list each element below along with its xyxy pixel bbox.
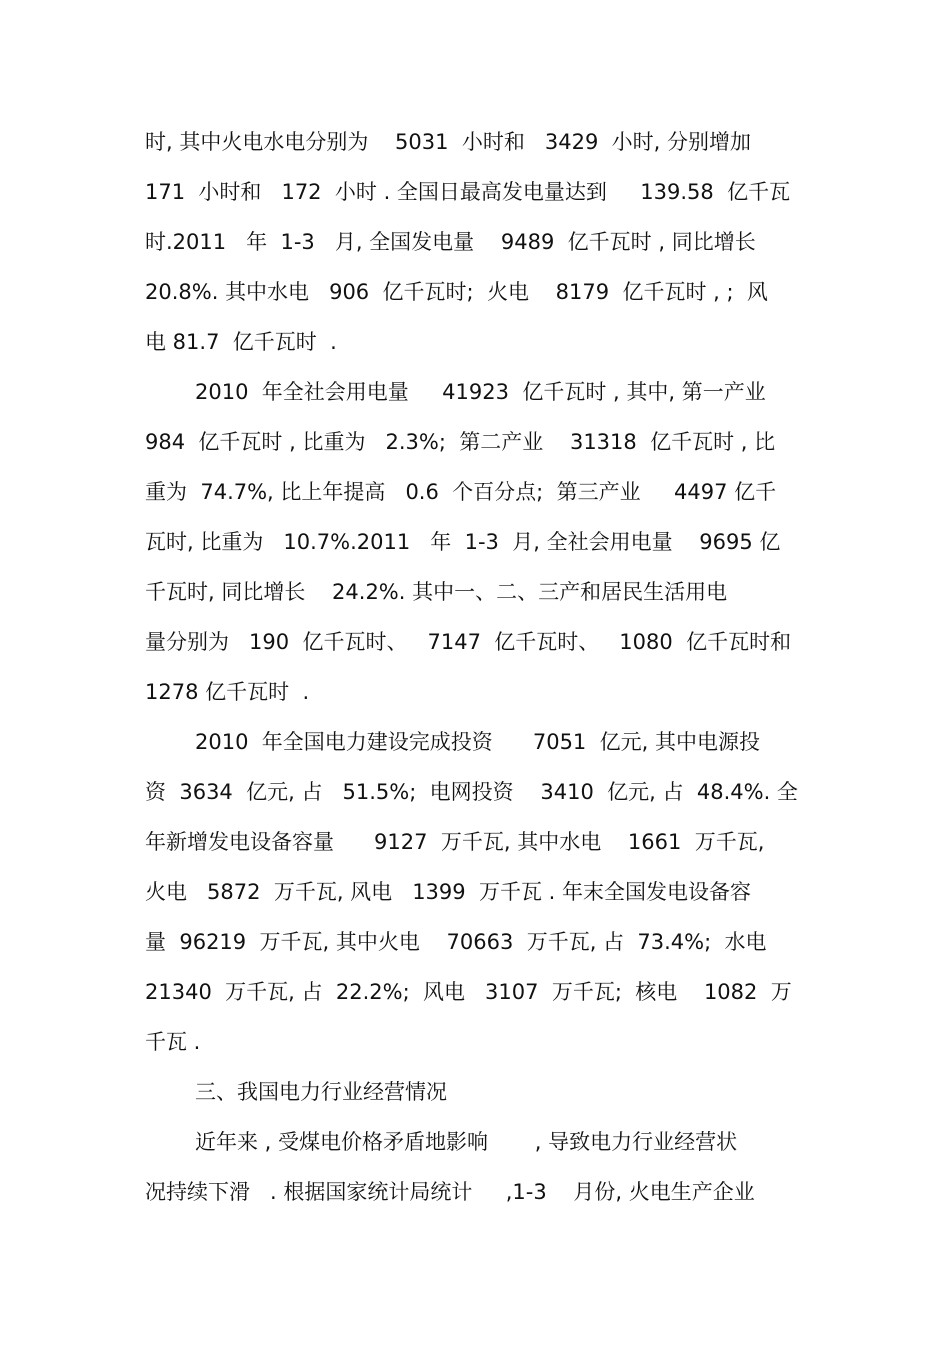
paragraph-start-line: 2010 年全国电力建设完成投资 7051 亿元, 其中电源投 bbox=[195, 730, 760, 754]
text-line: 171 小时和 172 小时 . 全国日最高发电量达到 139.58 亿千瓦 bbox=[145, 180, 791, 204]
text-line: 资 3634 亿元, 占 51.5%; 电网投资 3410 亿元, 占 48.4%. 全 bbox=[145, 780, 798, 804]
text-line: 重为 74.7%, 比上年提高 0.6 个百分点; 第三产业 4497 亿千 bbox=[145, 480, 777, 504]
paragraph-start-line: 2010 年全社会用电量 41923 亿千瓦时 , 其中, 第一产业 bbox=[195, 380, 766, 404]
text-line: 984 亿千瓦时 , 比重为 2.3%; 第二产业 31318 亿千瓦时 , 比 bbox=[145, 430, 776, 454]
text-line: 时.2011 年 1-3 月, 全国发电量 9489 亿千瓦时 , 同比增长 bbox=[145, 230, 756, 254]
text-line: 千瓦 . bbox=[145, 1030, 201, 1054]
text-line: 时, 其中火电水电分别为 5031 小时和 3429 小时, 分别增加 bbox=[145, 130, 752, 154]
text-line: 瓦时, 比重为 10.7%.2011 年 1-3 月, 全社会用电量 9695 亿 bbox=[145, 530, 781, 554]
text-line: 年新增发电设备容量 9127 万千瓦, 其中水电 1661 万千瓦, bbox=[145, 830, 765, 854]
paragraph-start-line: 近年来 , 受煤电价格矛盾地影响 , 导致电力行业经营状 bbox=[195, 1130, 738, 1154]
text-line: 量 96219 万千瓦, 其中火电 70663 万千瓦, 占 73.4%; 水电 bbox=[145, 930, 767, 954]
text-line: 20.8%. 其中水电 906 亿千瓦时; 火电 8179 亿千瓦时 , ; 风 bbox=[145, 280, 768, 304]
text-line: 21340 万千瓦, 占 22.2%; 风电 3107 万千瓦; 核电 1082 万 bbox=[145, 980, 792, 1004]
section-heading: 三、我国电力行业经营情况 bbox=[195, 1080, 447, 1104]
text-line: 火电 5872 万千瓦, 风电 1399 万千瓦 . 年末全国发电设备容 bbox=[145, 880, 752, 904]
text-line: 况持续下滑 . 根据国家统计局统计 ,1-3 月份, 火电生产企业 bbox=[145, 1180, 755, 1204]
text-line: 量分别为 190 亿千瓦时、 7147 亿千瓦时、 1080 亿千瓦时和 bbox=[145, 630, 792, 654]
text-line: 电 81.7 亿千瓦时 . bbox=[145, 330, 337, 354]
text-line: 千瓦时, 同比增长 24.2%. 其中一、二、三产和居民生活用电 bbox=[145, 580, 728, 604]
text-line: 1278 亿千瓦时 . bbox=[145, 680, 310, 704]
